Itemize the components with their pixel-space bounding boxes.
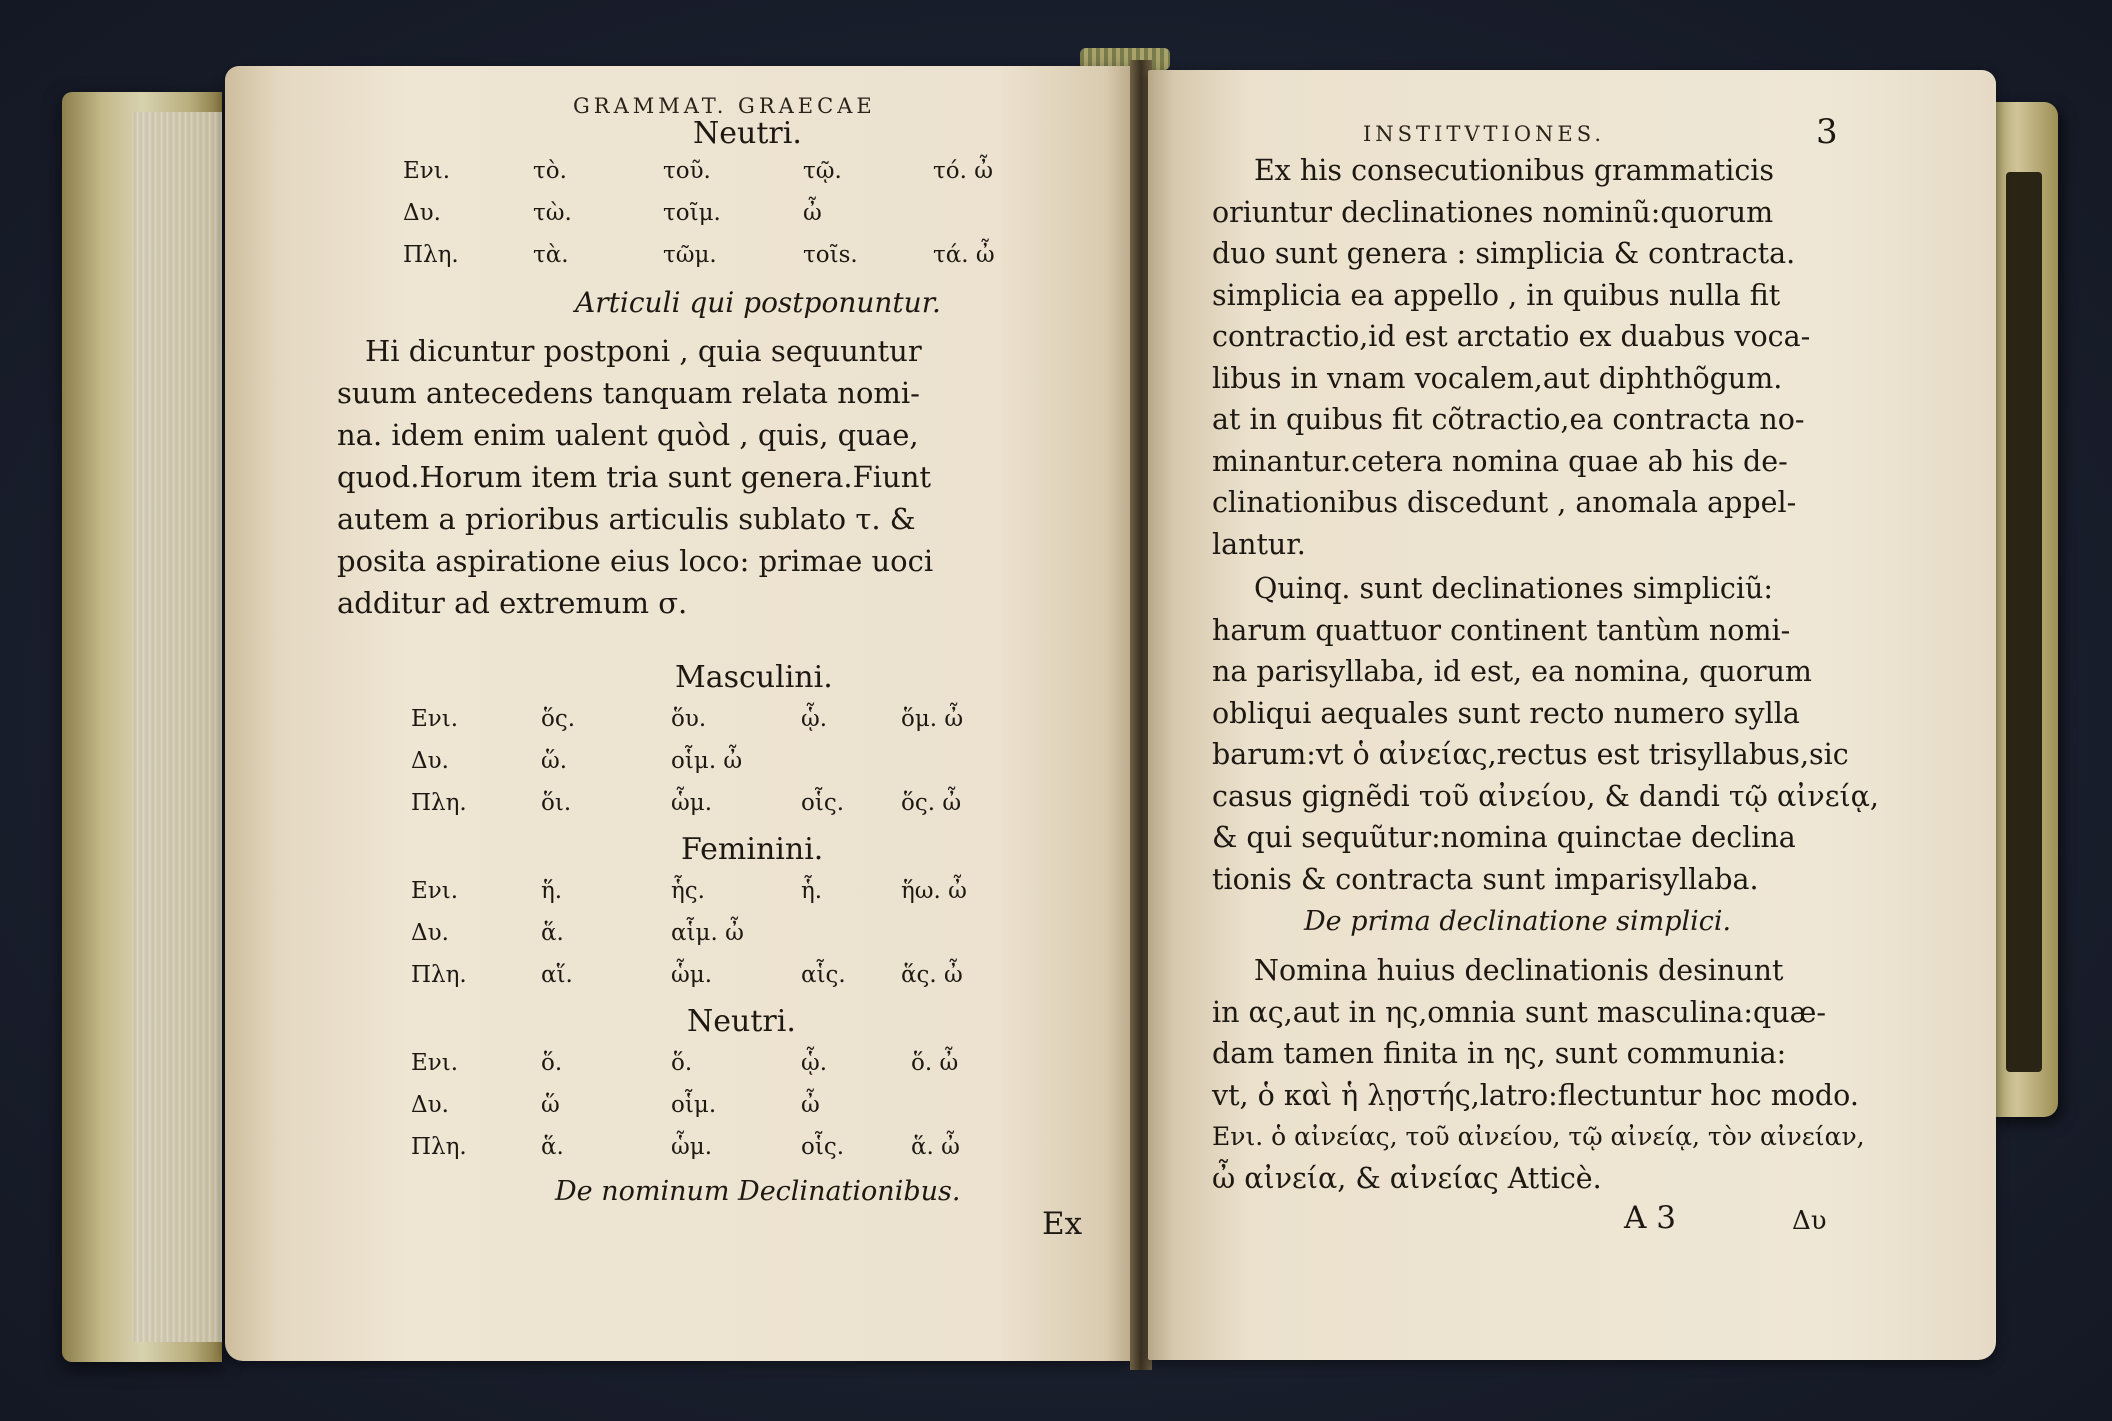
table-cell: ἧς. [671, 878, 705, 904]
paragraph-line: contractio,id est arctatio ex duabus voca- [1212, 320, 1811, 353]
catchword-right: Δυ [1792, 1206, 1827, 1236]
table-cell: ὅς. ὦ [901, 790, 962, 816]
subheading-prima: De prima declinatione simplici. [1304, 906, 1732, 937]
table-cell: τοῖμ. [663, 200, 721, 226]
paragraph-line: clinationibus discedunt , anomala appel- [1212, 486, 1797, 519]
paragraph-line: Nomina huius declinationis desinunt [1254, 954, 1784, 987]
table-cell: ὅ. [671, 1050, 693, 1076]
table-cell: αἷμ. ὦ [671, 920, 744, 946]
table-cell: Πλη. [411, 962, 467, 988]
paragraph-line: casus gignẽdi τοῦ αἰνείου, & dandi τῷ αἰνείᾳ, [1212, 779, 1879, 813]
catchword-left: Ex [1042, 1206, 1083, 1242]
paragraph-line: Ενι. ὁ αἰνείας, τοῦ αἰνείου, τῷ αἰνείᾳ, τὸν αἰνείαν, [1212, 1122, 1865, 1151]
table-cell: ἥω. ὦ [901, 878, 967, 904]
table-row [411, 1134, 1111, 1174]
table-cell: ὅι. [541, 790, 572, 816]
paragraph-line: na. idem enim ualent quòd , quis, quae, [337, 418, 919, 452]
table-cell: Ενι. [411, 878, 459, 904]
paragraph-3 [1212, 950, 1865, 1199]
neutri-heading-1: Neutri. [693, 116, 802, 151]
table-cell: οἷς. [801, 1134, 845, 1160]
paragraph-articuli [337, 330, 933, 624]
table-cell: Πλη. [403, 242, 459, 268]
right-page [1148, 70, 1996, 1360]
paragraph-line: na parisyllaba, id est, ea nomina, quorum [1212, 655, 1812, 688]
paragraph-1 [1212, 150, 1810, 565]
paragraph-line: vt, ὁ καὶ ἡ λῃστής,latro:flectuntur hoc modo. [1212, 1078, 1859, 1112]
masculini-heading: Masculini. [675, 660, 833, 695]
table-cell: ὧμ. [671, 1134, 713, 1160]
table-cell: αἵ. [541, 962, 573, 988]
table-row [403, 200, 1103, 240]
paragraph-line: ὦ αἰνεία, & αἰνείας Atticè. [1212, 1161, 1602, 1195]
table-cell: ὅυ. [671, 706, 707, 732]
paragraph-line: barum:vt ὁ αἰνείας,rectus est trisyllabus,sic [1212, 738, 1849, 771]
table-cell: ὦ [801, 1092, 820, 1118]
paragraph-line: dam tamen finita in ης, sunt communia: [1212, 1037, 1787, 1070]
feminini-heading: Feminini. [681, 832, 824, 867]
paragraph-line: minantur.cetera nomina quae ab his de- [1212, 444, 1788, 478]
running-head-right: INSTITVTIONES. [1363, 122, 1606, 146]
subheading-articuli: Articuli qui postponuntur. [575, 286, 941, 319]
paragraph-line: posita aspiratione eius loco: primae uoci [337, 544, 934, 578]
paragraph-line: autem a prioribus articulis sublato τ. & [337, 502, 916, 536]
paragraph-line: oriuntur declinationes nominũ:quorum [1212, 195, 1774, 229]
paragraph-2 [1212, 568, 1879, 900]
table-cell: τά. ὦ [933, 242, 995, 268]
table-row [411, 706, 1111, 746]
table-row [411, 790, 1111, 830]
table-cell: Πλη. [411, 1134, 467, 1160]
table-cell: Πλη. [411, 790, 467, 816]
paragraph-line: suum antecedens tanquam relata nomi- [337, 376, 920, 410]
paragraph-line: libus in vnam vocalem,aut diphthõgum. [1212, 361, 1783, 395]
paragraph-line: additur ad extremum σ. [337, 586, 688, 620]
table-cell: ὧμ. [671, 962, 713, 988]
table-cell: ὦ [803, 200, 822, 226]
table-cell: Ενι. [403, 158, 451, 184]
table-row [411, 1050, 1111, 1090]
section-title: De nominum Declinationibus. [555, 1176, 961, 1207]
table-cell: ὅ. ὦ [911, 1050, 959, 1076]
table-cell: ᾧ. [801, 706, 828, 732]
table-cell: Δυ. [411, 920, 449, 946]
paragraph-line: Hi dicuntur postponi , quia sequuntur [365, 334, 922, 368]
table-cell: τό. ὦ [933, 158, 993, 184]
table-cell: τῷ. [803, 158, 842, 184]
table-cell: οἷς. [801, 790, 845, 816]
paragraph-line: obliqui aequales sunt recto numero sylla [1212, 696, 1800, 730]
paragraph-line: & qui sequũtur:nomina quinctae declina [1212, 821, 1796, 854]
paragraph-line: in ας,aut in ης,omnia sunt masculina:quæ- [1212, 995, 1826, 1029]
table-cell: ἅ. [541, 1134, 564, 1160]
paragraph-line: tionis & contracta sunt imparisyllaba. [1212, 862, 1759, 896]
table-cell: ἅ. [541, 920, 564, 946]
paragraph-line: Ex his consecutionibus grammaticis [1254, 154, 1775, 187]
table-cell: τοῦ. [663, 158, 711, 184]
table-cell: ἅς. ὦ [901, 962, 963, 988]
table-cell: αἷς. [801, 962, 846, 988]
table-cell: τοῖs. [803, 242, 858, 268]
table-row [411, 1092, 1111, 1132]
table-row [411, 878, 1111, 918]
table-cell: ὅς. [541, 706, 576, 732]
table-cell: ἅ. ὦ [911, 1134, 960, 1160]
table-cell: ὥ. [541, 748, 568, 774]
table-row [411, 748, 1111, 788]
table-cell: Ενι. [411, 706, 459, 732]
table-cell: Δυ. [411, 748, 449, 774]
table-cell: Δυ. [403, 200, 441, 226]
table-cell: οἷμ. ὦ [671, 748, 743, 774]
signature-mark: A 3 [1624, 1200, 1676, 1236]
table-row [411, 920, 1111, 960]
page-number: 3 [1816, 112, 1838, 152]
table-row [403, 158, 1103, 198]
table-row [403, 242, 1103, 282]
table-cell: τὸ. [533, 158, 567, 184]
table-cell: τὰ. [533, 242, 569, 268]
neutri-heading-2: Neutri. [687, 1004, 796, 1039]
paragraph-line: simplicia ea appello , in quibus nulla fit [1212, 278, 1781, 312]
table-cell: ὅμ. ὦ [901, 706, 964, 732]
book-cover-right [1990, 102, 2058, 1117]
table-row [411, 962, 1111, 1002]
table-cell: τὼ. [533, 200, 572, 226]
running-head-left: GRAMMAT. GRAECAE [573, 94, 876, 118]
table-cell: ὅ. [541, 1050, 563, 1076]
page-edges [132, 112, 222, 1342]
paragraph-line: at in quibus fit cõtractio,ea contracta no- [1212, 403, 1805, 436]
table-cell: ὧμ. [671, 790, 713, 816]
paragraph-line: duo sunt genera : simplicia & contracta. [1212, 237, 1796, 270]
book-cover-left [62, 92, 222, 1362]
left-page [225, 66, 1133, 1361]
paragraph-line: quod.Horum item tria sunt genera.Fiunt [337, 460, 932, 494]
table-cell: οἷμ. [671, 1092, 717, 1118]
table-cell: τῶμ. [663, 242, 717, 268]
table-cell: ᾧ. [801, 1050, 828, 1076]
paragraph-line: harum quattuor continent tantùm nomi- [1212, 613, 1791, 647]
table-cell: ἧ. [801, 878, 823, 904]
table-cell: ἥ. [541, 878, 563, 904]
table-cell: Δυ. [411, 1092, 449, 1118]
cover-inner-shadow [2006, 172, 2042, 1072]
table-cell: ὥ [541, 1092, 560, 1118]
table-cell: Ενι. [411, 1050, 459, 1076]
paragraph-line: lantur. [1212, 527, 1306, 561]
paragraph-line: Quinq. sunt declinationes simpliciũ: [1254, 572, 1773, 605]
